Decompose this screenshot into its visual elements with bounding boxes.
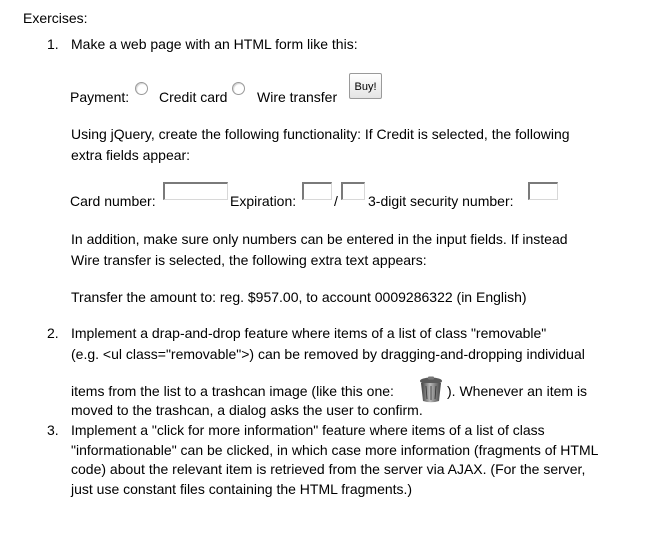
item-2-line4: moved to the trashcan, a dialog asks the user to confirm. <box>71 402 423 418</box>
payment-label: Payment: <box>70 89 130 105</box>
item-number-1: 1. <box>47 36 59 52</box>
item-1-intro: Make a web page with an HTML form like this: <box>71 36 358 52</box>
item-number-2: 2. <box>47 325 59 341</box>
credit-card-label: Credit card <box>159 89 228 105</box>
item-3-line1: Implement a "click for more information" feature where items of a list of class <box>71 422 545 438</box>
trashcan-icon <box>417 376 445 403</box>
item-2-line1: Implement a drap-and-drop feature where items of a list of class "removable" <box>71 325 547 341</box>
item-1-para1-line1: Using jQuery, create the following functionality: If Credit is selected, the following <box>71 126 570 142</box>
expiration-month-input[interactable] <box>302 182 332 200</box>
expiration-label: Expiration: <box>230 193 297 209</box>
wire-transfer-label: Wire transfer <box>257 89 338 105</box>
expiration-slash: / <box>334 193 338 209</box>
buy-button[interactable]: Buy! <box>349 73 382 99</box>
item-3-line2: "informationable" can be clicked, in which case more information (fragments of HTML <box>71 442 599 458</box>
item-1-para2-line1: In addition, make sure only numbers can be entered in the input fields. If instead <box>71 231 568 247</box>
expiration-year-input[interactable] <box>341 182 365 200</box>
credit-card-radio[interactable] <box>135 82 148 95</box>
card-number-label: Card number: <box>70 193 156 209</box>
wire-transfer-radio[interactable] <box>232 82 245 95</box>
item-3-line3: code) about the relevant item is retrieved from the server via AJAX. (For the server, <box>71 461 586 477</box>
item-2-line3b: ). Whenever an item is <box>447 383 588 399</box>
transfer-text: Transfer the amount to: reg. $957.00, to account 0009286322 (in English) <box>71 289 527 305</box>
item-number-3: 3. <box>47 422 59 438</box>
item-3-line4: just use constant files containing the HTML fragments.) <box>71 481 413 497</box>
item-2-line2: (e.g. <ul class="removable">) can be removed by dragging-and-dropping individual <box>71 346 585 362</box>
item-1-para2-line2: Wire transfer is selected, the following extra text appears: <box>71 252 427 268</box>
security-number-input[interactable] <box>528 182 558 200</box>
security-number-label: 3-digit security number: <box>368 193 514 209</box>
item-1-para1-line2: extra fields appear: <box>71 147 191 163</box>
item-2-line3a: items from the list to a trashcan image (like this one: <box>71 383 394 399</box>
card-number-input[interactable] <box>163 182 228 200</box>
page-heading: Exercises: <box>23 10 88 26</box>
